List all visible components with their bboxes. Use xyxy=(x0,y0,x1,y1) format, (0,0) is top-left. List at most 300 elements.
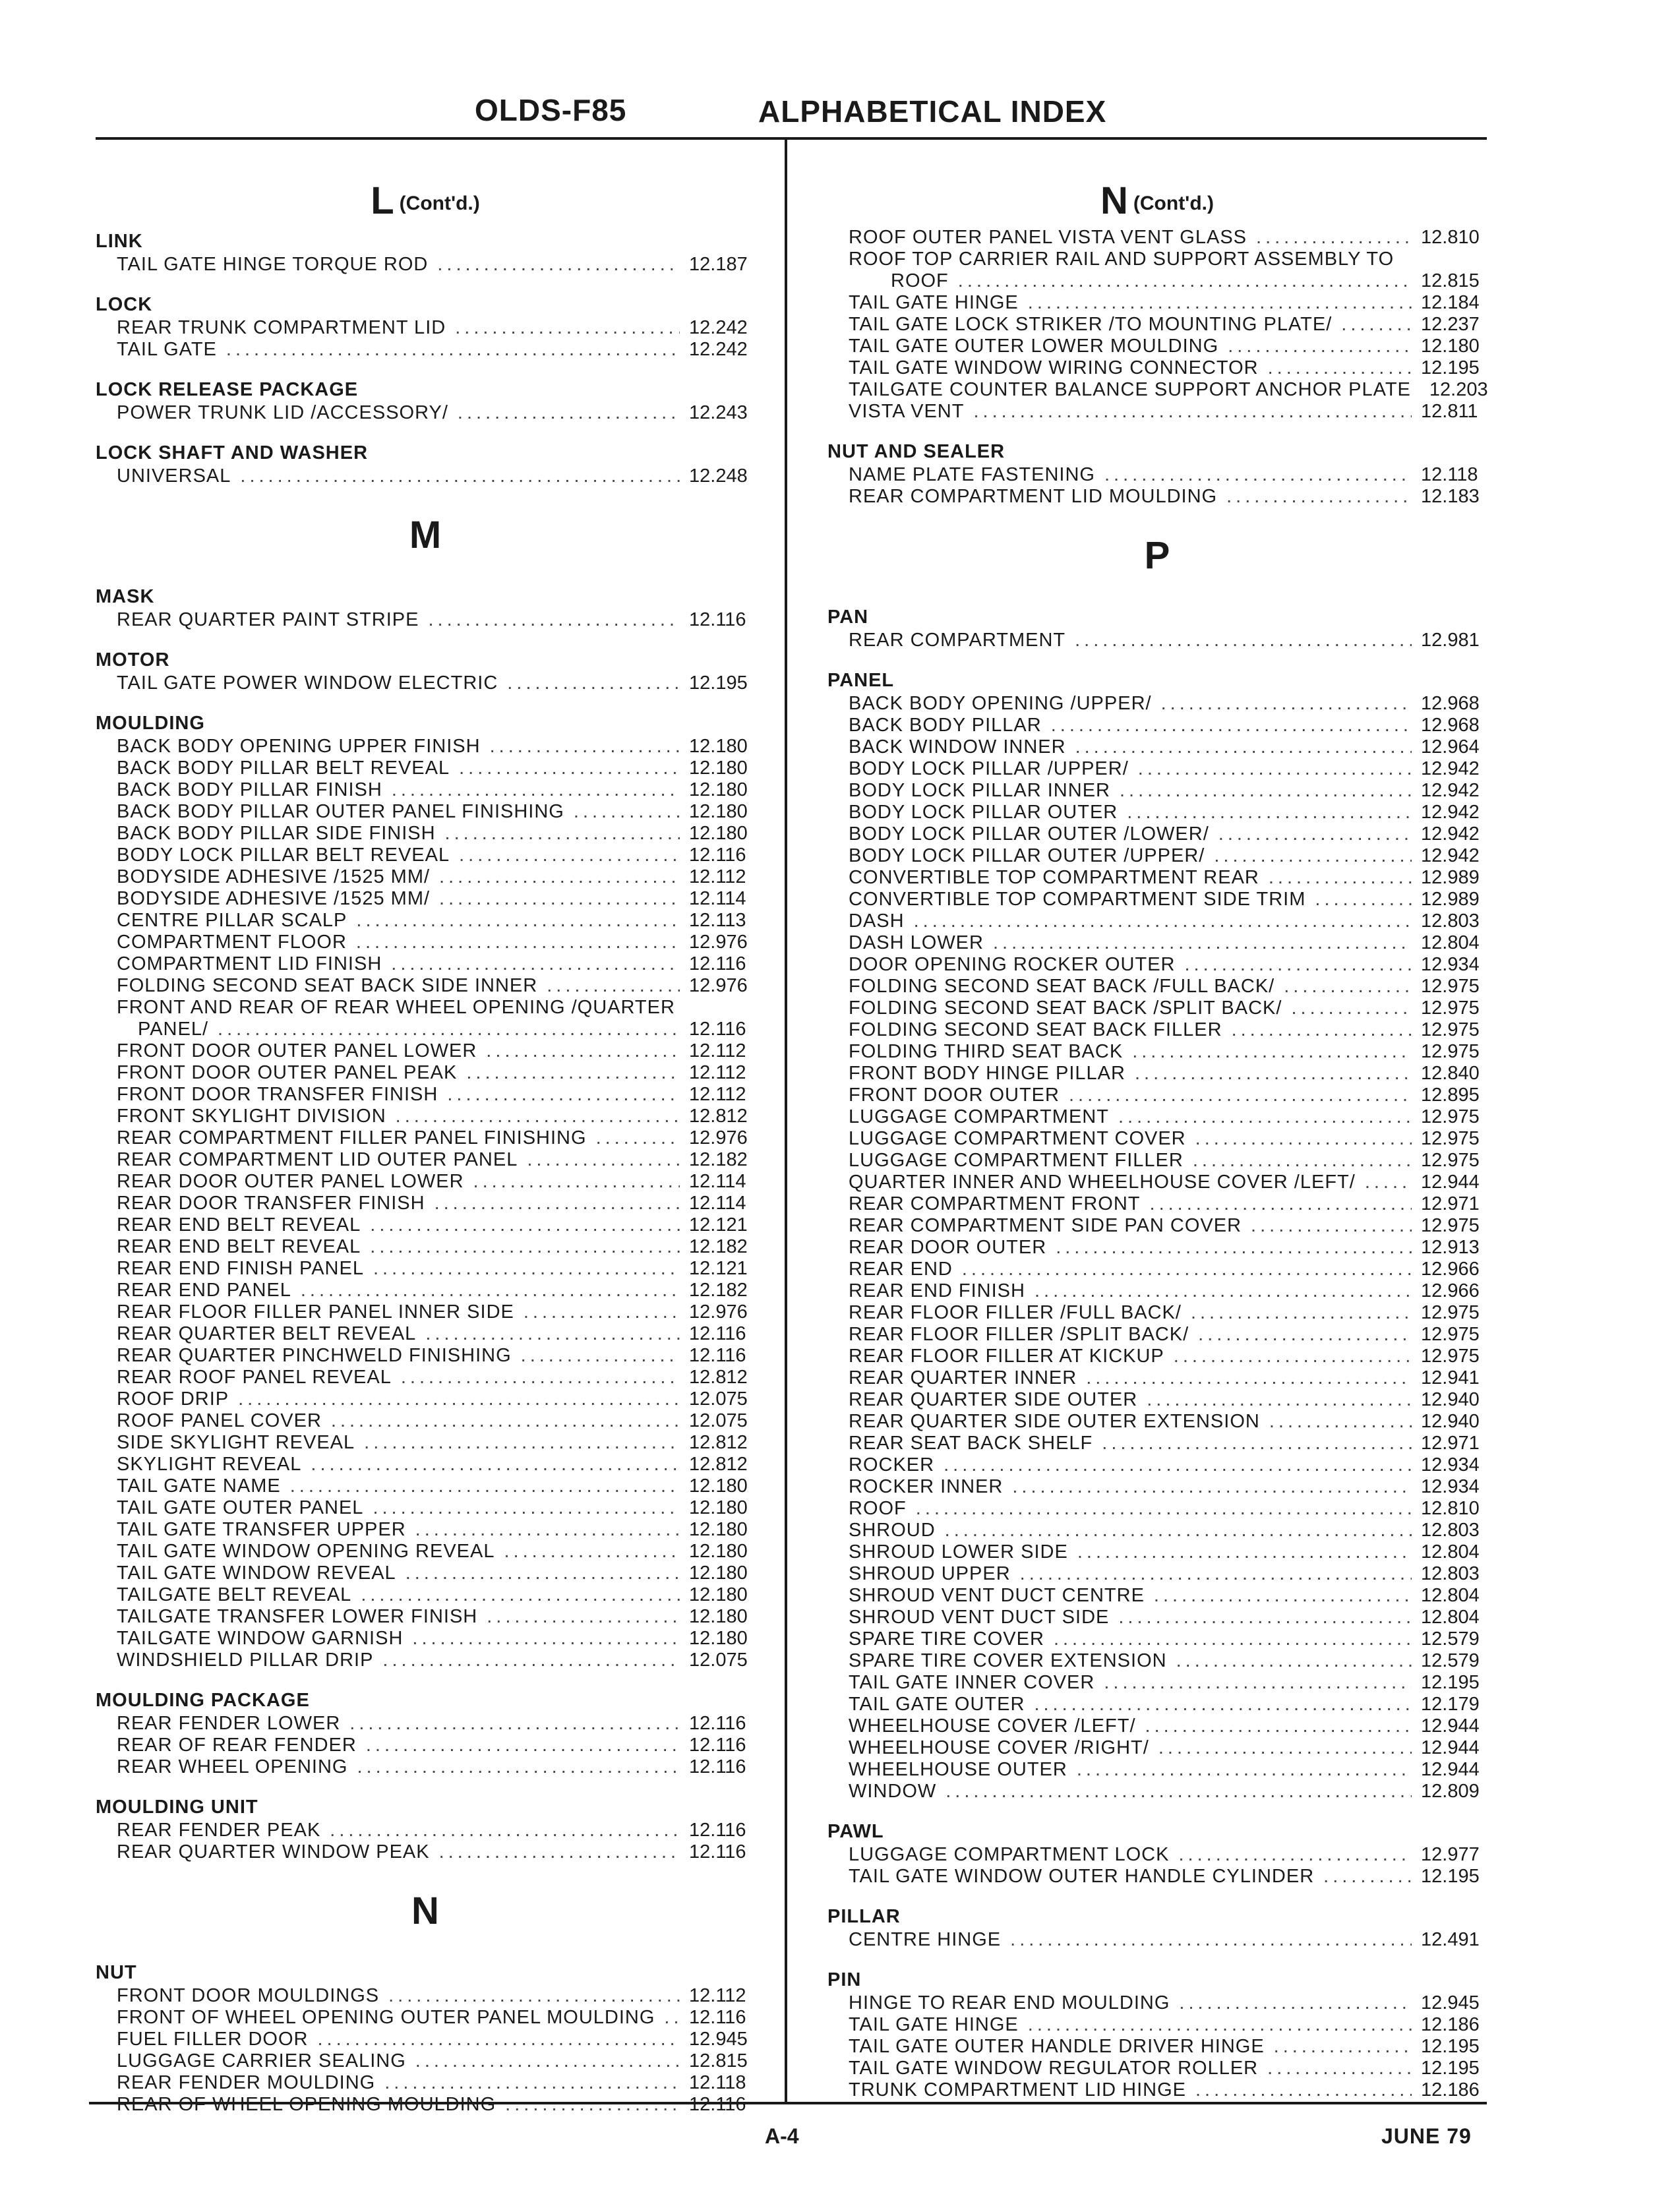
index-entry xyxy=(827,693,1487,715)
leader-dots xyxy=(973,401,1412,423)
entry-name: SKYLIGHT REVEAL xyxy=(117,1453,302,1475)
entry-name: FRONT DOOR OUTER xyxy=(849,1084,1060,1106)
index-entry xyxy=(827,1172,1487,1193)
leader-dots xyxy=(958,270,1412,292)
leader-dots xyxy=(1218,823,1412,845)
entry-page: 12.180 xyxy=(689,757,748,779)
entry-name: QUARTER INNER AND WHEELHOUSE COVER /LEFT/ xyxy=(849,1171,1356,1193)
leader-dots xyxy=(356,932,680,953)
index-entry xyxy=(827,1715,1487,1737)
leader-dots xyxy=(459,845,680,866)
entry-page: 12.180 xyxy=(689,1605,748,1627)
leader-dots xyxy=(370,1236,680,1258)
index-entry xyxy=(96,1519,755,1541)
entry-name: DOOR OPENING ROCKER OUTER xyxy=(849,953,1176,975)
leader-dots xyxy=(1104,464,1412,486)
index-entry xyxy=(827,1585,1487,1607)
column-divider xyxy=(785,140,787,2104)
entry-page: 12.112 xyxy=(689,1061,746,1083)
group-heading: MOULDING UNIT xyxy=(96,1796,258,1818)
index-entry xyxy=(827,954,1487,976)
entry-name: FRONT BODY HINGE PILLAR xyxy=(849,1062,1125,1084)
section-letter-n: N xyxy=(411,1889,439,1932)
leader-dots xyxy=(524,1301,680,1323)
leader-dots xyxy=(238,1388,680,1410)
letter-label: L xyxy=(371,179,394,222)
entry-name: REAR FLOOR FILLER /SPLIT BACK/ xyxy=(849,1323,1189,1345)
entry-name: BODYSIDE ADHESIVE /1525 MM/ xyxy=(117,866,431,887)
entry-page: 12.116 xyxy=(689,1841,746,1862)
index-entry xyxy=(827,1433,1487,1454)
leader-dots xyxy=(527,1149,680,1171)
entry-page: 12.180 xyxy=(689,735,748,757)
entry-name: REAR END BELT REVEAL xyxy=(117,1214,361,1236)
group-heading: NUT AND SEALER xyxy=(827,440,1005,462)
group-heading: MOULDING PACKAGE xyxy=(96,1689,310,1711)
leader-dots xyxy=(945,1781,1412,1802)
index-entry xyxy=(96,2029,755,2050)
leader-dots xyxy=(1178,1844,1412,1866)
index-entry xyxy=(96,609,755,631)
leader-dots xyxy=(466,1062,680,1084)
entry-name: REAR FLOOR FILLER /FULL BACK/ xyxy=(849,1301,1182,1323)
leader-dots xyxy=(1056,1237,1412,1259)
leader-dots xyxy=(349,1713,680,1735)
entry-name: SHROUD VENT DUCT CENTRE xyxy=(849,1584,1145,1606)
leader-dots xyxy=(412,1628,680,1650)
entry-page: 12.804 xyxy=(1421,932,1480,953)
index-entry xyxy=(96,1040,755,1062)
index-entry xyxy=(827,1259,1487,1280)
entry-page: 12.942 xyxy=(1421,758,1480,779)
entry-name: WINDSHIELD PILLAR DRIP xyxy=(117,1649,374,1671)
index-entry xyxy=(827,249,1487,292)
leader-dots xyxy=(364,1432,680,1454)
entry-page: 12.803 xyxy=(1421,910,1480,932)
leader-dots xyxy=(1284,976,1412,998)
index-entry xyxy=(96,317,755,339)
entry-page: 12.971 xyxy=(1421,1193,1480,1214)
index-entry xyxy=(827,736,1487,758)
entry-page: 12.116 xyxy=(689,953,746,974)
groups-l xyxy=(96,229,755,487)
entry-name: REAR SEAT BACK SHELF xyxy=(849,1432,1093,1454)
index-entry xyxy=(96,1388,755,1410)
index-entry xyxy=(827,1280,1487,1302)
group-heading: PAN xyxy=(827,606,869,628)
leader-dots xyxy=(944,1454,1412,1476)
entry-page: 12.203 xyxy=(1429,378,1488,400)
leader-dots xyxy=(428,609,680,631)
index-entry xyxy=(827,1737,1487,1759)
index-entry xyxy=(96,888,755,910)
entry-page: 12.237 xyxy=(1421,313,1480,335)
entry-page: 12.195 xyxy=(689,672,748,694)
entry-name: LUGGAGE COMPARTMENT LOCK xyxy=(849,1843,1170,1865)
entry-name: DASH xyxy=(849,910,905,932)
leader-dots xyxy=(458,402,680,424)
entry-page: 12.944 xyxy=(1421,1715,1480,1737)
entry-page: 12.934 xyxy=(1421,1454,1480,1475)
entry-page: 12.966 xyxy=(1421,1258,1480,1280)
entry-name: UNIVERSAL xyxy=(117,465,231,487)
entry-name: BODY LOCK PILLAR /UPPER/ xyxy=(849,758,1129,779)
leader-dots xyxy=(331,1410,680,1432)
entry-page xyxy=(689,2094,755,2116)
index-entry xyxy=(827,1628,1487,1650)
entry-name: REAR FENDER PEAK xyxy=(117,1819,321,1841)
index-entry xyxy=(827,715,1487,736)
entry-name: FOLDING SECOND SEAT BACK /SPLIT BACK/ xyxy=(849,997,1282,1019)
entry-name: BODY LOCK PILLAR BELT REVEAL xyxy=(117,844,450,866)
entry-page: 12.182 xyxy=(689,1148,748,1170)
entry-page: 12.981 xyxy=(1421,629,1480,651)
leader-dots xyxy=(1174,1346,1412,1367)
entry-name: WINDOW xyxy=(849,1780,937,1802)
index-entry xyxy=(96,2072,755,2094)
entry-page: 12.975 xyxy=(1421,1149,1480,1171)
index-entry xyxy=(96,779,755,801)
entry-page: 12.180 xyxy=(689,1584,748,1605)
index-entry xyxy=(827,1367,1487,1389)
entry-page: 12.944 xyxy=(1421,1171,1480,1193)
leader-dots xyxy=(1010,1929,1412,1951)
leader-dots xyxy=(962,1259,1412,1280)
index-entry xyxy=(827,802,1487,823)
leader-dots xyxy=(1069,1085,1412,1106)
entry-page: 12.989 xyxy=(1421,866,1480,888)
groups-n xyxy=(96,1961,755,2116)
continued-label: (Cont'd.) xyxy=(399,192,480,214)
entry-page: 12.945 xyxy=(1421,1992,1480,2013)
index-group xyxy=(96,648,755,694)
index-entry xyxy=(96,465,755,487)
index-group xyxy=(827,1905,1487,1951)
entry-page: 12.579 xyxy=(1421,1628,1480,1650)
entry-name: TAIL GATE INNER COVER xyxy=(849,1671,1095,1693)
entry-name: WHEELHOUSE COVER /RIGHT/ xyxy=(849,1737,1149,1758)
index-group xyxy=(96,293,755,361)
index-entry xyxy=(827,2079,1487,2101)
entry-page: 12.186 xyxy=(1421,2013,1480,2035)
index-entry xyxy=(96,402,755,424)
leader-dots xyxy=(435,1193,680,1214)
leader-dots xyxy=(1268,357,1412,379)
index-entry xyxy=(827,2036,1487,2058)
leader-dots xyxy=(1028,292,1412,314)
leader-dots xyxy=(226,339,680,361)
entry-page: 12.944 xyxy=(1421,1737,1480,1758)
index-entry xyxy=(827,357,1487,379)
entry-name: TAIL GATE WINDOW WIRING CONNECTOR xyxy=(849,357,1259,378)
index-entry xyxy=(96,1301,755,1323)
entry-page: 12.945 xyxy=(689,2028,748,2050)
entry-name: REAR DOOR OUTER PANEL LOWER xyxy=(117,1170,464,1192)
entry-name: TAIL GATE HINGE xyxy=(849,2013,1019,2035)
leader-dots xyxy=(1012,1476,1412,1498)
entry-name: REAR DOOR TRANSFER FINISH xyxy=(117,1192,425,1214)
entry-name: ROCKER INNER xyxy=(849,1475,1004,1497)
index-entry xyxy=(827,1019,1487,1041)
index-entry xyxy=(827,292,1487,314)
entry-name: REAR TRUNK COMPARTMENT LID xyxy=(117,316,446,338)
entry-name: BODYSIDE ADHESIVE /1525 MM/ xyxy=(117,887,431,909)
section-letter-m: M xyxy=(409,513,442,556)
entry-name: NAME PLATE FASTENING xyxy=(849,463,1095,485)
entry-name: REAR COMPARTMENT LID MOULDING xyxy=(849,485,1218,507)
entry-name: FRONT DOOR MOULDINGS xyxy=(117,1984,380,2006)
entry-name: FOLDING SECOND SEAT BACK SIDE INNER xyxy=(117,974,538,996)
left-column xyxy=(96,178,755,2133)
index-entry xyxy=(827,1237,1487,1259)
leader-dots xyxy=(1051,715,1412,736)
index-entry xyxy=(827,1063,1487,1085)
entry-page: 12.940 xyxy=(1421,1388,1480,1410)
leader-dots xyxy=(384,2072,680,2094)
leader-dots xyxy=(240,465,680,487)
leader-dots xyxy=(1077,1759,1412,1781)
entry-page: 12.975 xyxy=(1421,1019,1480,1040)
right-column xyxy=(827,178,1487,2118)
section-letter-l xyxy=(96,178,755,227)
index-entry xyxy=(827,1302,1487,1324)
leader-dots xyxy=(439,1841,680,1863)
index-group xyxy=(827,605,1487,651)
entry-page: 12.913 xyxy=(1421,1236,1480,1258)
leader-dots xyxy=(473,1171,680,1193)
leader-dots xyxy=(301,1280,680,1301)
entry-page: 12.811 xyxy=(1421,400,1478,422)
entry-name: BODY LOCK PILLAR INNER xyxy=(849,779,1110,801)
leader-dots xyxy=(1118,1106,1412,1128)
entry-name: BACK BODY OPENING UPPER FINISH xyxy=(117,735,481,757)
index-group xyxy=(96,441,755,487)
group-heading: LOCK SHAFT AND WASHER xyxy=(96,442,369,463)
leader-dots xyxy=(1104,1672,1412,1694)
entry-name: FRONT DOOR TRANSFER FINISH xyxy=(117,1083,438,1105)
index-entry xyxy=(96,1985,755,2007)
leader-dots xyxy=(1086,1367,1412,1389)
entry-page: 12.942 xyxy=(1421,845,1480,866)
entry-page: 12.971 xyxy=(1421,1432,1480,1454)
entry-page: 12.195 xyxy=(1421,2057,1480,2079)
entry-name: COMPARTMENT FLOOR xyxy=(117,931,347,953)
leader-dots xyxy=(445,823,680,845)
leader-dots xyxy=(1269,1411,1412,1433)
index-entry xyxy=(96,1149,755,1171)
groups-m xyxy=(96,585,755,997)
index-entry xyxy=(96,1475,755,1497)
leader-dots xyxy=(507,672,680,694)
continued-label: (Cont'd.) xyxy=(1133,192,1214,214)
index-entry xyxy=(827,1844,1487,1866)
entry-page: 12.812 xyxy=(689,1366,748,1388)
index-entry xyxy=(827,1324,1487,1346)
leader-dots xyxy=(1232,1019,1412,1041)
leader-dots xyxy=(993,932,1412,954)
entry-name: TAIL GATE OUTER LOWER MOULDING xyxy=(849,335,1219,357)
index-entry xyxy=(827,464,1487,486)
entry-page: 12.116 xyxy=(689,609,746,630)
entry-name: ROOF DRIP xyxy=(117,1388,229,1410)
entry-name: TAILGATE WINDOW GARNISH xyxy=(117,1627,404,1649)
leader-dots xyxy=(574,801,680,823)
entry-name: SHROUD xyxy=(849,1519,936,1541)
entry-page: 12.183 xyxy=(1421,485,1480,507)
entry-name: DASH LOWER xyxy=(849,932,984,953)
group-heading: NUT xyxy=(96,1961,137,1983)
leader-dots xyxy=(1179,1992,1412,2014)
index-entry xyxy=(96,1280,755,1301)
index-group xyxy=(827,1968,1487,2101)
entry-name: TAIL GATE OUTER PANEL xyxy=(117,1497,364,1518)
group-heading: LOCK xyxy=(96,293,153,315)
entry-page: 12.180 xyxy=(689,1540,748,1562)
index-entry xyxy=(827,1193,1487,1215)
leader-dots xyxy=(391,953,680,975)
index-entry xyxy=(827,867,1487,889)
leader-dots xyxy=(1132,1041,1412,1063)
entry-page: 12.975 xyxy=(1421,1345,1480,1367)
leader-dots xyxy=(357,1756,680,1778)
leader-dots xyxy=(382,1650,680,1671)
entry-name: LUGGAGE CARRIER SEALING xyxy=(117,2050,406,2071)
entry-page: 12.809 xyxy=(1421,1780,1480,1802)
index-entry xyxy=(96,1735,755,1756)
entry-page: 12.812 xyxy=(689,1105,748,1127)
leader-dots xyxy=(218,1019,680,1040)
entry-name: TAIL GATE HINGE xyxy=(849,291,1019,313)
leader-dots xyxy=(1195,1128,1412,1150)
index-entry xyxy=(96,339,755,361)
entry-name: REAR FENDER LOWER xyxy=(117,1712,341,1734)
leader-dots xyxy=(1176,1650,1412,1672)
entry-name: FOLDING SECOND SEAT BACK FILLER xyxy=(849,1019,1222,1040)
index-entry xyxy=(827,314,1487,336)
entry-name: FUEL FILLER DOOR xyxy=(117,2028,309,2050)
index-entry xyxy=(827,758,1487,780)
leader-dots xyxy=(447,1084,680,1106)
index-entry xyxy=(827,1694,1487,1715)
leader-dots xyxy=(437,254,680,276)
entry-name: CENTRE PILLAR SCALP xyxy=(117,909,347,931)
entry-name: SIDE SKYLIGHT REVEAL xyxy=(117,1431,355,1453)
entry-page: 12.248 xyxy=(689,465,748,487)
entry-page: 12.114 xyxy=(689,887,746,909)
entry-page: 12.184 xyxy=(1421,291,1480,313)
entry-name-line1: FRONT AND REAR OF REAR WHEEL OPENING /QUARTER xyxy=(117,996,675,1018)
leader-dots xyxy=(1198,1324,1412,1346)
entry-page: 12.975 xyxy=(1421,1040,1480,1062)
leader-dots xyxy=(914,910,1412,932)
entry-page: 12.180 xyxy=(689,1518,748,1540)
entry-name: TAILGATE COUNTER BALANCE SUPPORT ANCHOR PLATE xyxy=(849,378,1411,400)
letter-label: N xyxy=(1100,179,1128,222)
index-entry xyxy=(96,1606,755,1628)
entry-page: 12.182 xyxy=(689,1236,748,1257)
entry-name: SHROUD VENT DUCT SIDE xyxy=(849,1606,1110,1628)
entry-name: HINGE TO REAR END MOULDING xyxy=(849,1992,1170,2013)
entry-page: 12.187 xyxy=(689,253,748,275)
index-entry xyxy=(827,1929,1487,1951)
index-entry xyxy=(827,998,1487,1019)
index-entry xyxy=(827,1041,1487,1063)
entry-name: LUGGAGE COMPARTMENT COVER xyxy=(849,1127,1186,1149)
entry-name: WHEELHOUSE COVER /LEFT/ xyxy=(849,1715,1136,1737)
entry-page: 12.075 xyxy=(689,1388,748,1410)
entry-name: TAIL GATE OUTER HANDLE DRIVER HINGE xyxy=(849,2035,1265,2057)
entry-page: 12.121 xyxy=(689,1214,748,1236)
entry-page: 12.803 xyxy=(1421,1519,1480,1541)
index-entry xyxy=(827,486,1487,508)
leader-dots xyxy=(1120,780,1412,802)
leader-dots xyxy=(1035,1280,1412,1302)
entry-name: REAR DOOR OUTER xyxy=(849,1236,1047,1258)
entry-name: TAIL GATE WINDOW OPENING REVEAL xyxy=(117,1540,495,1562)
entry-page: 12.815 xyxy=(1421,270,1480,291)
entry-name: REAR COMPARTMENT SIDE PAN COVER xyxy=(849,1214,1242,1236)
entry-name: TAIL GATE HINGE TORQUE ROD xyxy=(117,253,429,275)
index-entry xyxy=(96,1584,755,1606)
leader-dots xyxy=(439,888,680,910)
leader-dots xyxy=(1075,630,1412,651)
entry-page: 12.804 xyxy=(1421,1606,1480,1628)
leader-dots xyxy=(1102,1433,1412,1454)
index-group xyxy=(827,669,1487,1802)
index-entry xyxy=(827,379,1487,401)
entry-page: 12.186 xyxy=(1421,2079,1480,2100)
leader-dots xyxy=(415,2050,680,2072)
entry-page: 12.976 xyxy=(689,1127,748,1148)
entry-name: REAR QUARTER SIDE OUTER xyxy=(849,1388,1138,1410)
section-letter-p: P xyxy=(1144,533,1170,577)
entry-page: 12.942 xyxy=(1421,823,1480,845)
index-entry xyxy=(827,1215,1487,1237)
entry-name: BACK BODY OPENING /UPPER/ xyxy=(849,692,1152,714)
entry-name: BACK BODY PILLAR OUTER PANEL FINISHING xyxy=(117,800,564,822)
entry-page: 12.116 xyxy=(689,1819,746,1841)
index-entry xyxy=(827,1781,1487,1802)
leader-dots xyxy=(1127,802,1412,823)
index-group xyxy=(827,440,1487,508)
leader-dots xyxy=(1193,1150,1412,1172)
entry-name: CONVERTIBLE TOP COMPARTMENT SIDE TRIM xyxy=(849,888,1306,910)
index-entry xyxy=(827,1346,1487,1367)
entry-page: 12.180 xyxy=(689,1497,748,1518)
entry-page: 12.112 xyxy=(689,1040,746,1061)
entry-page: 12.810 xyxy=(1421,1497,1480,1519)
index-entry xyxy=(827,1866,1487,1888)
leader-dots xyxy=(1191,1302,1412,1324)
leader-dots xyxy=(455,317,680,339)
leader-dots xyxy=(290,1475,680,1497)
entry-name: TRUNK COMPARTMENT LID HINGE xyxy=(849,2079,1186,2100)
entry-page: 12.895 xyxy=(1421,1084,1480,1106)
leader-dots xyxy=(1269,867,1412,889)
leader-dots xyxy=(1365,1172,1412,1193)
leader-dots xyxy=(1118,1607,1412,1628)
leader-dots xyxy=(405,1563,680,1584)
index-entry xyxy=(827,845,1487,867)
entry-page: 12.810 xyxy=(1421,226,1480,248)
index-entry xyxy=(96,1541,755,1563)
entry-name: TAIL GATE NAME xyxy=(117,1475,281,1497)
index-entry xyxy=(827,1150,1487,1172)
entry-name-line2: ROOF xyxy=(891,270,949,291)
entry-page: 12.975 xyxy=(1421,1323,1480,1345)
entry-name: REAR ROOF PANEL REVEAL xyxy=(117,1366,392,1388)
index-entry xyxy=(96,910,755,932)
